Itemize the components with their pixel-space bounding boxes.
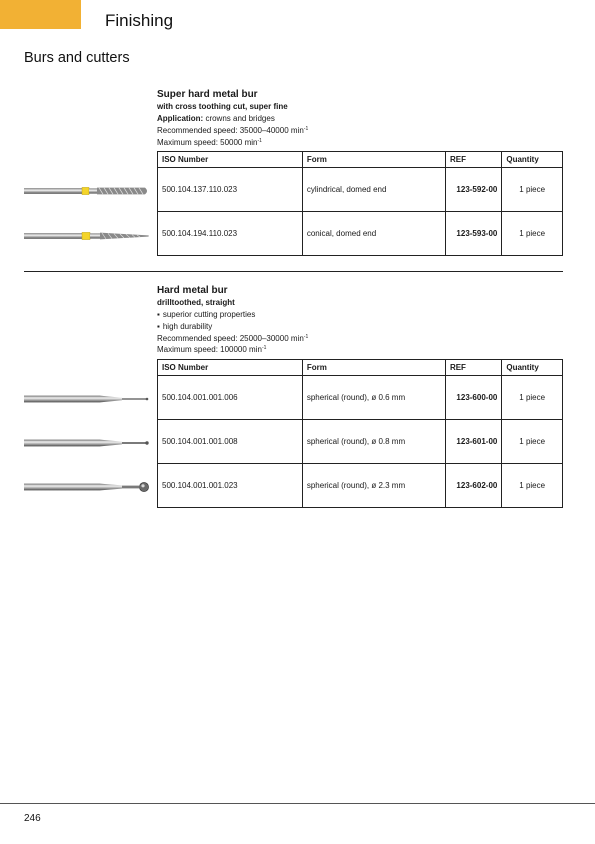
product-title: Hard metal bur <box>157 285 228 296</box>
application-line <box>157 113 563 125</box>
product-super-hard-metal-bur <box>157 89 563 256</box>
cylindrical-carbide-bur-icon <box>24 185 152 197</box>
ref-number: 123-601-00 <box>445 420 501 464</box>
header-ref: REF <box>445 152 501 168</box>
product-table <box>157 359 563 508</box>
product-title: Super hard metal bur <box>157 89 258 100</box>
feature-bullet: ▪ superior cutting properties <box>157 309 563 321</box>
quantity: 1 piece <box>502 420 563 464</box>
maximum-speed-text: Maximum speed: 100000 min <box>157 345 262 355</box>
product-subtitle: drilltoothed, straight <box>157 298 235 307</box>
feature-bullet: ▪ high durability <box>157 321 563 333</box>
product-subtitle: with cross toothing cut, super fine <box>157 102 288 111</box>
table-row <box>158 464 563 508</box>
table-row <box>158 212 563 256</box>
iso-number: 500.104.001.001.008 <box>158 420 303 464</box>
ref-number: 123-600-00 <box>445 376 501 420</box>
quantity: 1 piece <box>502 212 563 256</box>
form: spherical (round), ø 2.3 mm <box>302 464 445 508</box>
iso-number: 500.104.001.001.023 <box>158 464 303 508</box>
form: spherical (round), ø 0.6 mm <box>302 376 445 420</box>
application-label: Application: <box>157 114 204 123</box>
table-row <box>158 376 563 420</box>
ref-number: 123-593-00 <box>445 212 501 256</box>
header-quantity: Quantity <box>502 360 563 376</box>
form: spherical (round), ø 0.8 mm <box>302 420 445 464</box>
table-header-row <box>158 152 563 168</box>
header-iso: ISO Number <box>158 360 303 376</box>
table-row <box>158 420 563 464</box>
footer-rule <box>0 803 595 804</box>
chapter-color-tab <box>0 0 81 29</box>
section-divider <box>24 271 563 272</box>
recommended-speed <box>157 125 563 137</box>
form: cylindrical, domed end <box>302 168 445 212</box>
chapter-title: Finishing <box>105 11 174 30</box>
product-table <box>157 151 563 256</box>
ref-number: 123-592-00 <box>445 168 501 212</box>
maximum-speed-text: Maximum speed: 50000 min <box>157 137 258 147</box>
unit-exponent: -1 <box>303 333 309 340</box>
round-bur-medium-icon <box>24 437 152 449</box>
unit-exponent: -1 <box>303 125 309 132</box>
ref-number: 123-602-00 <box>445 464 501 508</box>
form: conical, domed end <box>302 212 445 256</box>
table-row <box>158 168 563 212</box>
unit-exponent: -1 <box>261 345 267 352</box>
iso-number: 500.104.137.110.023 <box>158 168 303 212</box>
header-iso: ISO Number <box>158 152 303 168</box>
iso-number: 500.104.194.110.023 <box>158 212 303 256</box>
quantity: 1 piece <box>502 464 563 508</box>
quantity: 1 piece <box>502 376 563 420</box>
maximum-speed <box>157 137 563 149</box>
product-hard-metal-bur <box>157 285 563 508</box>
conical-carbide-bur-icon <box>24 230 152 242</box>
page-number: 246 <box>24 813 41 824</box>
maximum-speed <box>157 344 563 356</box>
recommended-speed-text: Recommended speed: 25000–30000 min <box>157 333 304 343</box>
header-ref: REF <box>445 360 501 376</box>
quantity: 1 piece <box>502 168 563 212</box>
header-form: Form <box>302 360 445 376</box>
application-value: crowns and bridges <box>203 114 275 123</box>
recommended-speed <box>157 333 563 345</box>
header-form: Form <box>302 152 445 168</box>
unit-exponent: -1 <box>257 137 262 144</box>
table-header-row <box>158 360 563 376</box>
recommended-speed-text: Recommended speed: 35000–40000 min <box>157 125 304 135</box>
round-bur-small-icon <box>24 393 152 405</box>
round-bur-large-icon <box>24 481 152 493</box>
section-title: Burs and cutters <box>24 50 130 66</box>
iso-number: 500.104.001.001.006 <box>158 376 303 420</box>
header-quantity: Quantity <box>502 152 563 168</box>
